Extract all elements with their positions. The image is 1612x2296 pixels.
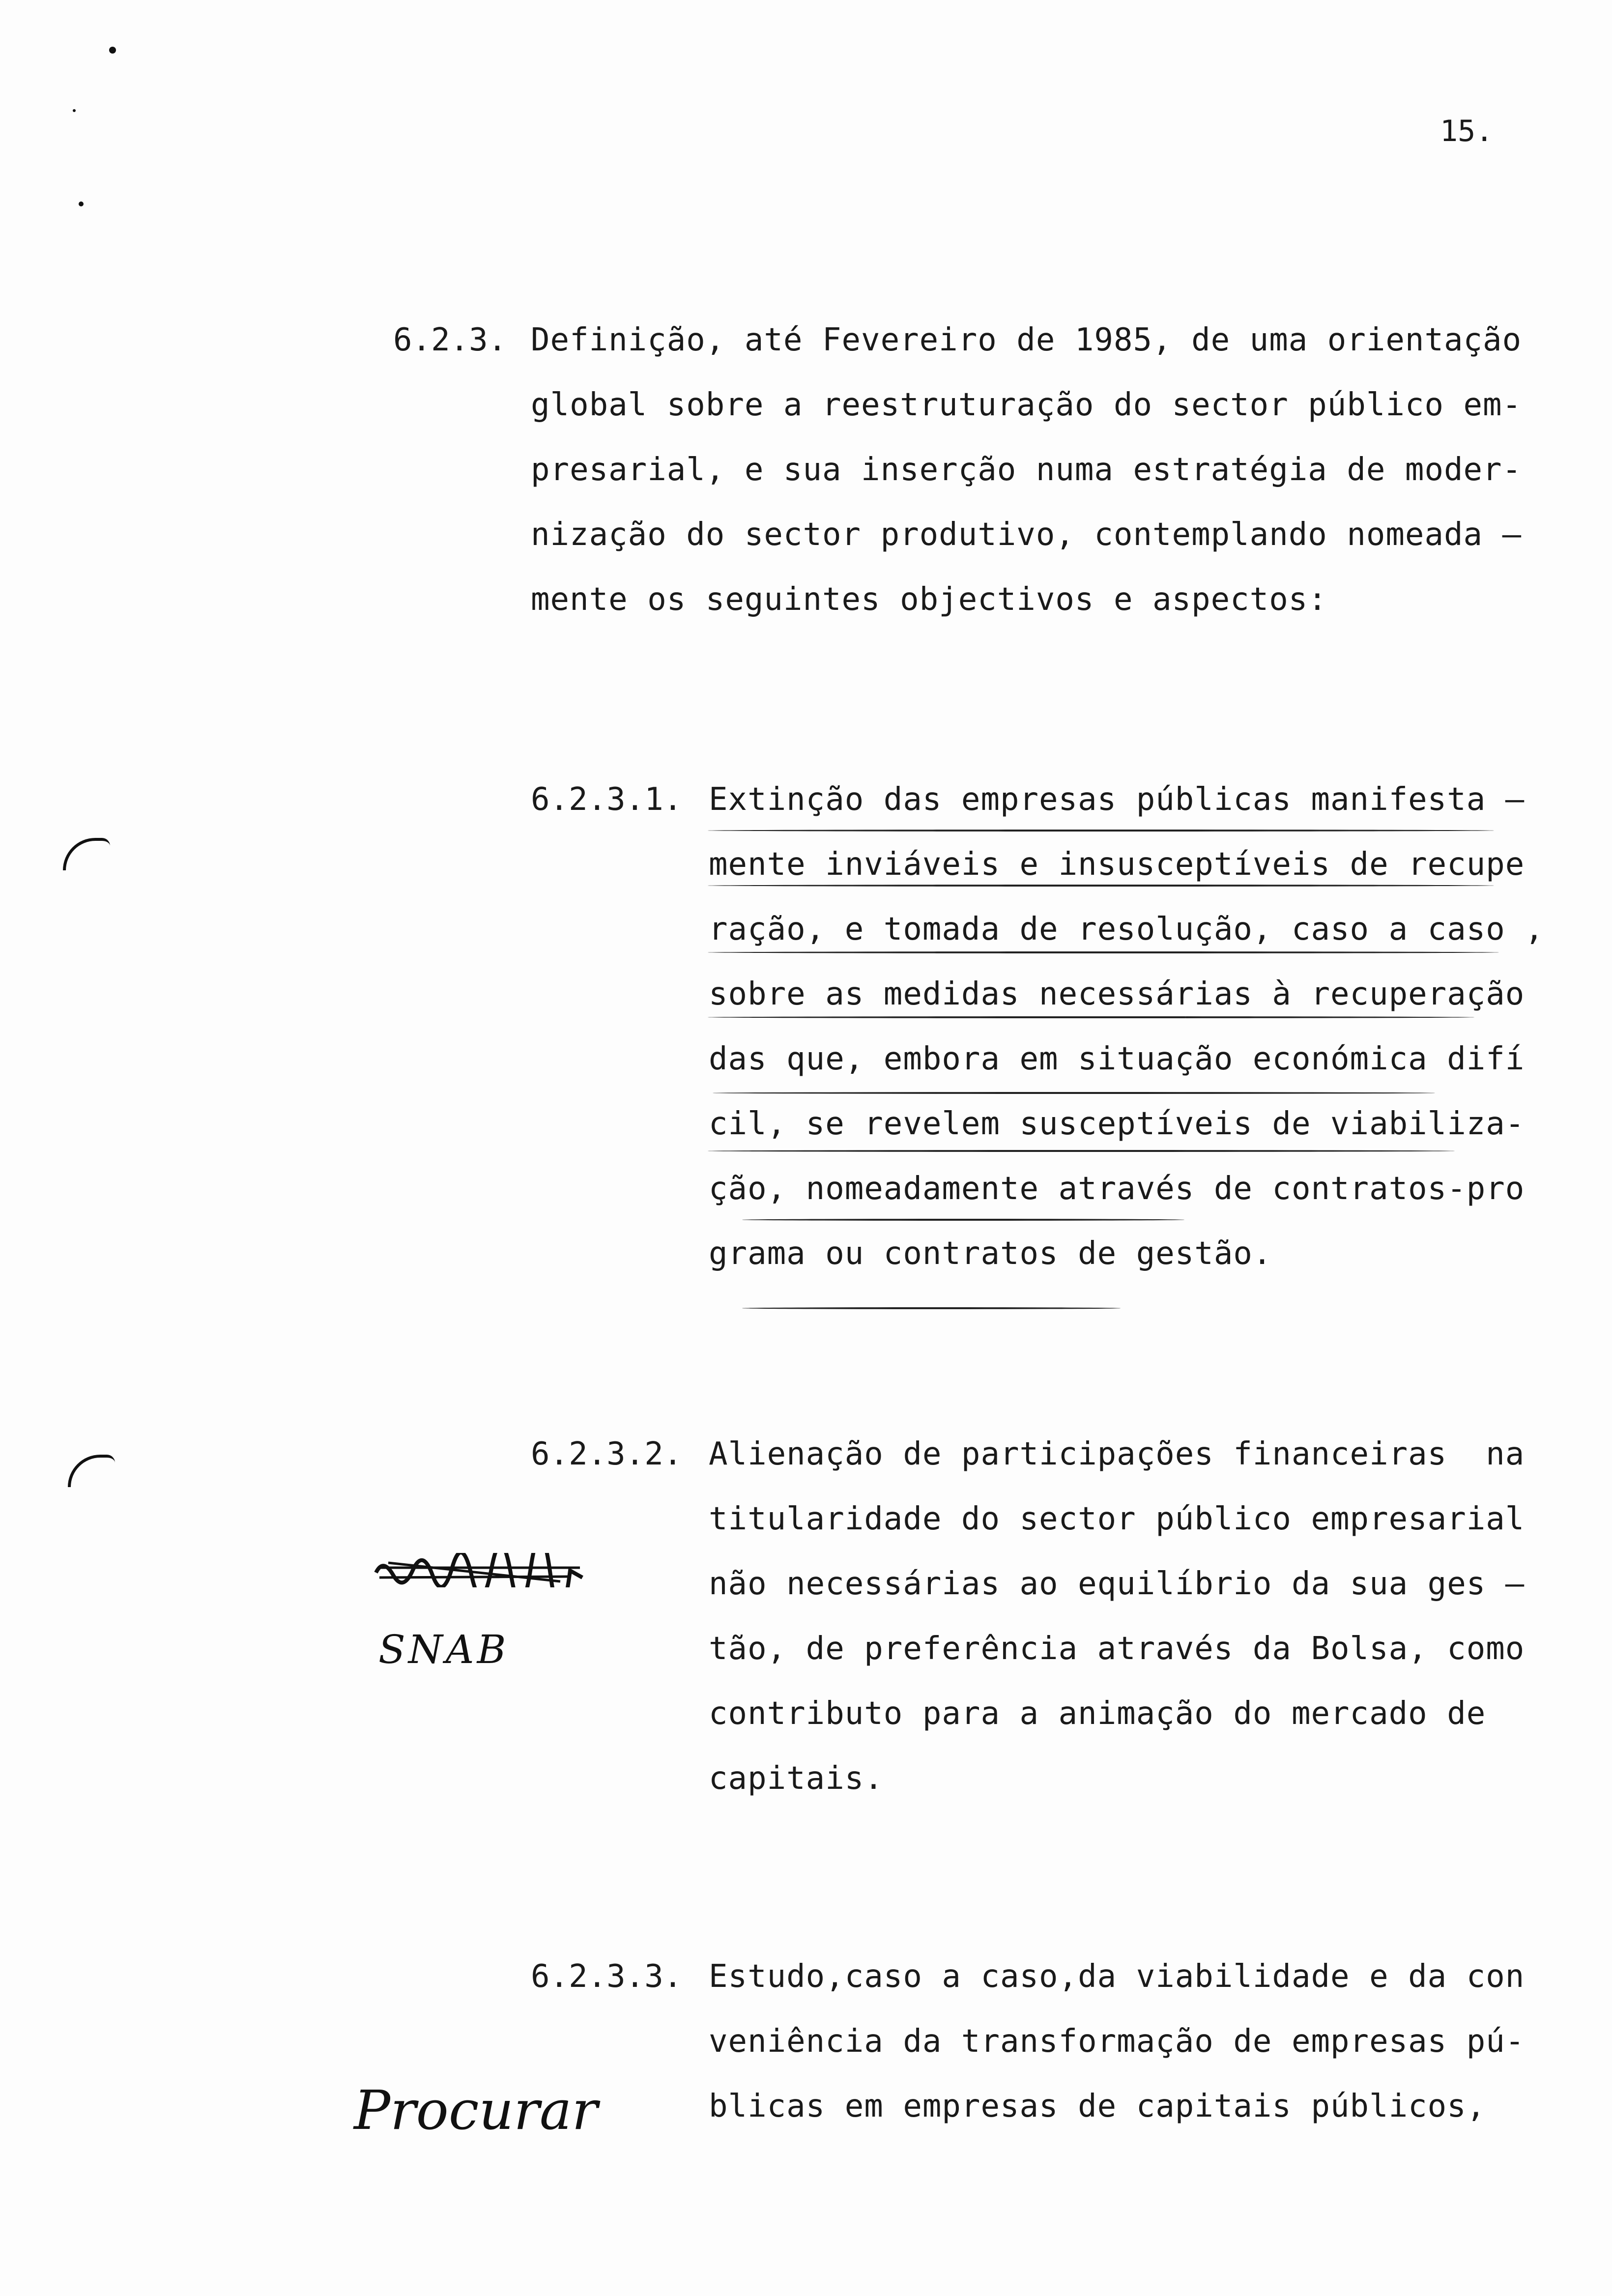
handwritten-underline bbox=[708, 1150, 1455, 1152]
item-line: Alienação de participações financeiras na bbox=[709, 1436, 1525, 1472]
section-number: 6.2.3. bbox=[393, 322, 507, 358]
item-line: não necessárias ao equilíbrio da sua ges — bbox=[709, 1566, 1525, 1602]
margin-arc-mark bbox=[63, 838, 110, 870]
page-number: 15. bbox=[1440, 114, 1494, 148]
handwritten-underline bbox=[708, 1016, 1474, 1018]
item-line: capitais. bbox=[709, 1760, 884, 1797]
item-line: cil, se revelem susceptíveis de viabiliza- bbox=[709, 1106, 1525, 1142]
speck-mark bbox=[73, 109, 76, 112]
crossed-out-scribble bbox=[374, 1553, 585, 1587]
handwritten-underline bbox=[742, 1307, 1121, 1309]
item-line: das que, embora em situação económica difí bbox=[709, 1041, 1525, 1077]
handwritten-note: SNAB bbox=[378, 1627, 509, 1672]
item-line: grama ou contratos de gestão. bbox=[709, 1235, 1272, 1272]
item-line: blicas em empresas de capitais públicos, bbox=[709, 2088, 1486, 2124]
handwritten-underline bbox=[708, 830, 1494, 832]
item-line: mente inviáveis e insusceptíveis de recupe bbox=[709, 846, 1525, 883]
handwritten-underline bbox=[742, 1219, 1184, 1221]
section-line: Definição, até Fevereiro de 1985, de uma orientação bbox=[531, 322, 1522, 358]
item-line: contributo para a animação do mercado de bbox=[709, 1695, 1486, 1732]
section-line: presarial, e sua inserção numa estratégia de moder- bbox=[531, 452, 1522, 488]
section-line: global sobre a reestruturação do sector público em- bbox=[531, 387, 1522, 423]
item-line: Estudo,caso a caso,da viabilidade e da con bbox=[709, 1958, 1525, 1995]
item-line: ção, nomeadamente através de contratos-pro bbox=[709, 1171, 1525, 1207]
handwritten-underline bbox=[708, 951, 1499, 953]
item-number: 6.2.3.2. bbox=[531, 1436, 683, 1472]
handwritten-underline bbox=[708, 885, 1494, 887]
speck-mark bbox=[109, 47, 116, 54]
margin-arc-mark bbox=[68, 1455, 115, 1487]
item-line: tão, de preferência através da Bolsa, como bbox=[709, 1631, 1525, 1667]
item-line: titularidade do sector público empresarial bbox=[709, 1501, 1525, 1537]
item-line: Extinção das empresas públicas manifesta — bbox=[709, 781, 1525, 818]
section-line: nização do sector produtivo, contemplando nomeada — bbox=[531, 517, 1522, 553]
section-line: mente os seguintes objectivos e aspectos: bbox=[531, 581, 1327, 618]
item-line: veniência da transformação de empresas pú- bbox=[709, 2023, 1525, 2060]
item-line: ração, e tomada de resolução, caso a caso , bbox=[709, 911, 1544, 947]
item-number: 6.2.3.3. bbox=[531, 1958, 683, 1995]
handwritten-underline bbox=[713, 1092, 1435, 1094]
speck-mark bbox=[79, 201, 84, 206]
item-line: sobre as medidas necessárias à recuperação bbox=[709, 976, 1525, 1012]
handwritten-note: Procurar bbox=[354, 2079, 598, 2142]
item-number: 6.2.3.1. bbox=[531, 781, 683, 818]
